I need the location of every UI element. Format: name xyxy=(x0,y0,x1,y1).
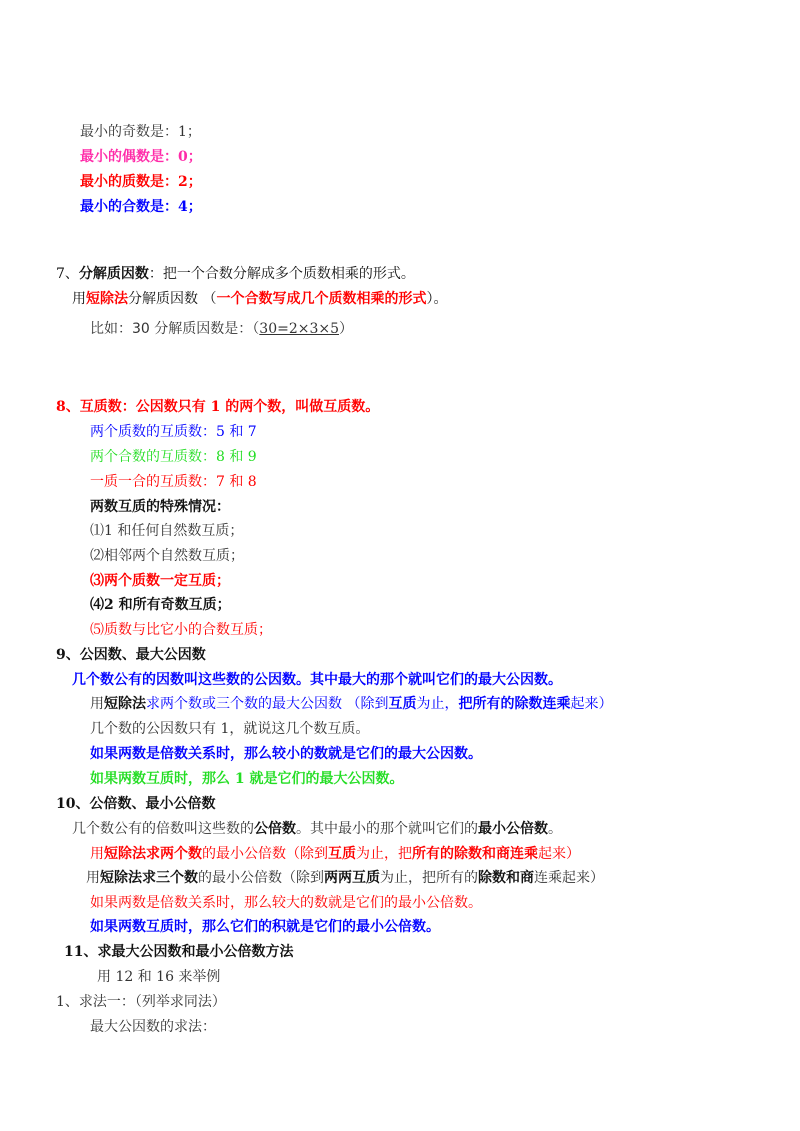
s10-d2: 公倍数 xyxy=(254,821,296,837)
s8-title: 8、互质数：公因数只有 1 的两个数，叫做互质数。 xyxy=(56,399,380,415)
s10-t4: 两两互质 xyxy=(324,870,380,886)
s9-multiple: 如果两数是倍数关系时，那么较小的数就是它们的最大公因数。 xyxy=(90,746,482,762)
s9-m5: 为止， xyxy=(416,696,459,712)
s10-t5: 为止，把所有的 xyxy=(380,870,478,886)
s10-t3: 的最小公倍数（除到 xyxy=(198,870,324,886)
s11-gcd-title: 最大公因数的求法： xyxy=(90,1019,216,1035)
s10-r7: 起来） xyxy=(538,846,580,862)
min-even-line: 最小的偶数是：0； xyxy=(80,149,202,165)
s10-two-line xyxy=(90,845,580,863)
s11-example: 用 12 和 16 来举例 xyxy=(97,969,221,985)
s10-t2: 短除法求三个数 xyxy=(100,870,198,886)
s7-example-line xyxy=(90,320,353,338)
min-odd-line: 最小的奇数是：1； xyxy=(80,124,201,140)
s10-r3: 的最小公倍数（除到 xyxy=(202,846,328,862)
min-prime-line: 最小的质数是：2； xyxy=(80,174,202,190)
s10-def-line xyxy=(72,820,562,838)
s9-m4: 互质 xyxy=(388,696,417,712)
s7-m3: 一个合数写成几个质数相乘的形式 xyxy=(216,291,427,307)
s7-def: ：把一个合数分解成多个质数相乘的形式。 xyxy=(148,266,415,282)
s9-method-line xyxy=(90,695,612,713)
s8-case4: ⑷2 和所有奇数互质； xyxy=(90,597,231,613)
s10-r5: 为止，把 xyxy=(356,846,412,862)
s10-title: 10、公倍数、最小公倍数 xyxy=(56,796,216,812)
s9-m2: 短除法 xyxy=(104,696,146,712)
s10-r4: 互质 xyxy=(328,846,356,862)
s9-def: 几个数公有的因数叫这些数的公因数。其中最大的那个就叫它们的最大公因数。 xyxy=(72,672,562,688)
s7-ex-label: 比如： xyxy=(90,321,132,337)
s10-d4: 最小公倍数 xyxy=(478,821,548,837)
s9-only1: 几个数的公因数只有 1，就说这几个数互质。 xyxy=(90,721,370,737)
s8-two-composites: 两个合数的互质数：8 和 9 xyxy=(90,449,257,465)
s10-multiple: 如果两数是倍数关系时，那么较大的数就是它们的最小公倍数。 xyxy=(90,895,482,911)
s10-t1: 用 xyxy=(86,870,100,886)
s7-ex-num: 30 xyxy=(132,321,150,337)
s7-ex-mid: 分解质因数是：（ xyxy=(149,321,260,337)
s7-num: 7、 xyxy=(56,266,79,282)
s8-case1: ⑴1 和任何自然数互质； xyxy=(90,523,244,539)
s10-r1: 用 xyxy=(90,846,104,862)
s9-title: 9、公因数、最大公因数 xyxy=(56,647,206,663)
s10-t6: 除数和商 xyxy=(478,870,534,886)
s7-ex-formula: 30=2×3×5 xyxy=(259,321,340,337)
s10-r6: 所有的除数和商连乘 xyxy=(412,846,538,862)
s9-m3: 求两个数或三个数的最大公因数 （除到 xyxy=(146,696,389,712)
s7-title-line xyxy=(56,265,415,283)
s10-coprime: 如果两数互质时，那么它们的积就是它们的最小公倍数。 xyxy=(90,919,440,935)
s7-m1: 用 xyxy=(72,291,86,307)
s11-title: 11、求最大公因数和最小公倍数方法 xyxy=(64,944,294,960)
s8-special-title: 两数互质的特殊情况： xyxy=(90,499,230,515)
s9-coprime: 如果两数互质时，那么 1 就是它们的最大公因数。 xyxy=(90,771,404,787)
s10-d3: 。其中最小的那个就叫它们的 xyxy=(296,821,478,837)
s11-method1: 1、求法一：（列举求同法） xyxy=(56,994,226,1010)
s7-term: 分解质因数 xyxy=(78,266,149,282)
s10-d5: 。 xyxy=(548,821,562,837)
s10-three-line xyxy=(86,869,604,887)
s9-m6: 把所有的除数连乘 xyxy=(458,696,571,712)
s7-method-line xyxy=(72,290,447,308)
s7-method: 短除法 xyxy=(86,291,128,307)
s7-m4: ）。 xyxy=(426,291,448,307)
min-composite-line: 最小的合数是：4； xyxy=(80,199,202,215)
s10-r2: 短除法求两个数 xyxy=(104,846,202,862)
s8-case3: ⑶两个质数一定互质； xyxy=(90,573,230,589)
s8-case5: ⑸质数与比它小的合数互质； xyxy=(90,622,272,638)
s8-two-primes: 两个质数的互质数：5 和 7 xyxy=(90,424,257,440)
s9-m1: 用 xyxy=(90,696,104,712)
s9-m7: 起来） xyxy=(570,696,613,712)
s8-prime-composite: 一质一合的互质数：7 和 8 xyxy=(90,474,257,490)
s8-case2: ⑵相邻两个自然数互质； xyxy=(90,548,244,564)
s7-m2: 分解质因数 （ xyxy=(128,291,217,307)
s10-t7: 连乘起来） xyxy=(534,870,604,886)
s7-ex-end: ） xyxy=(339,321,354,337)
s10-d1: 几个数公有的倍数叫这些数的 xyxy=(72,821,254,837)
